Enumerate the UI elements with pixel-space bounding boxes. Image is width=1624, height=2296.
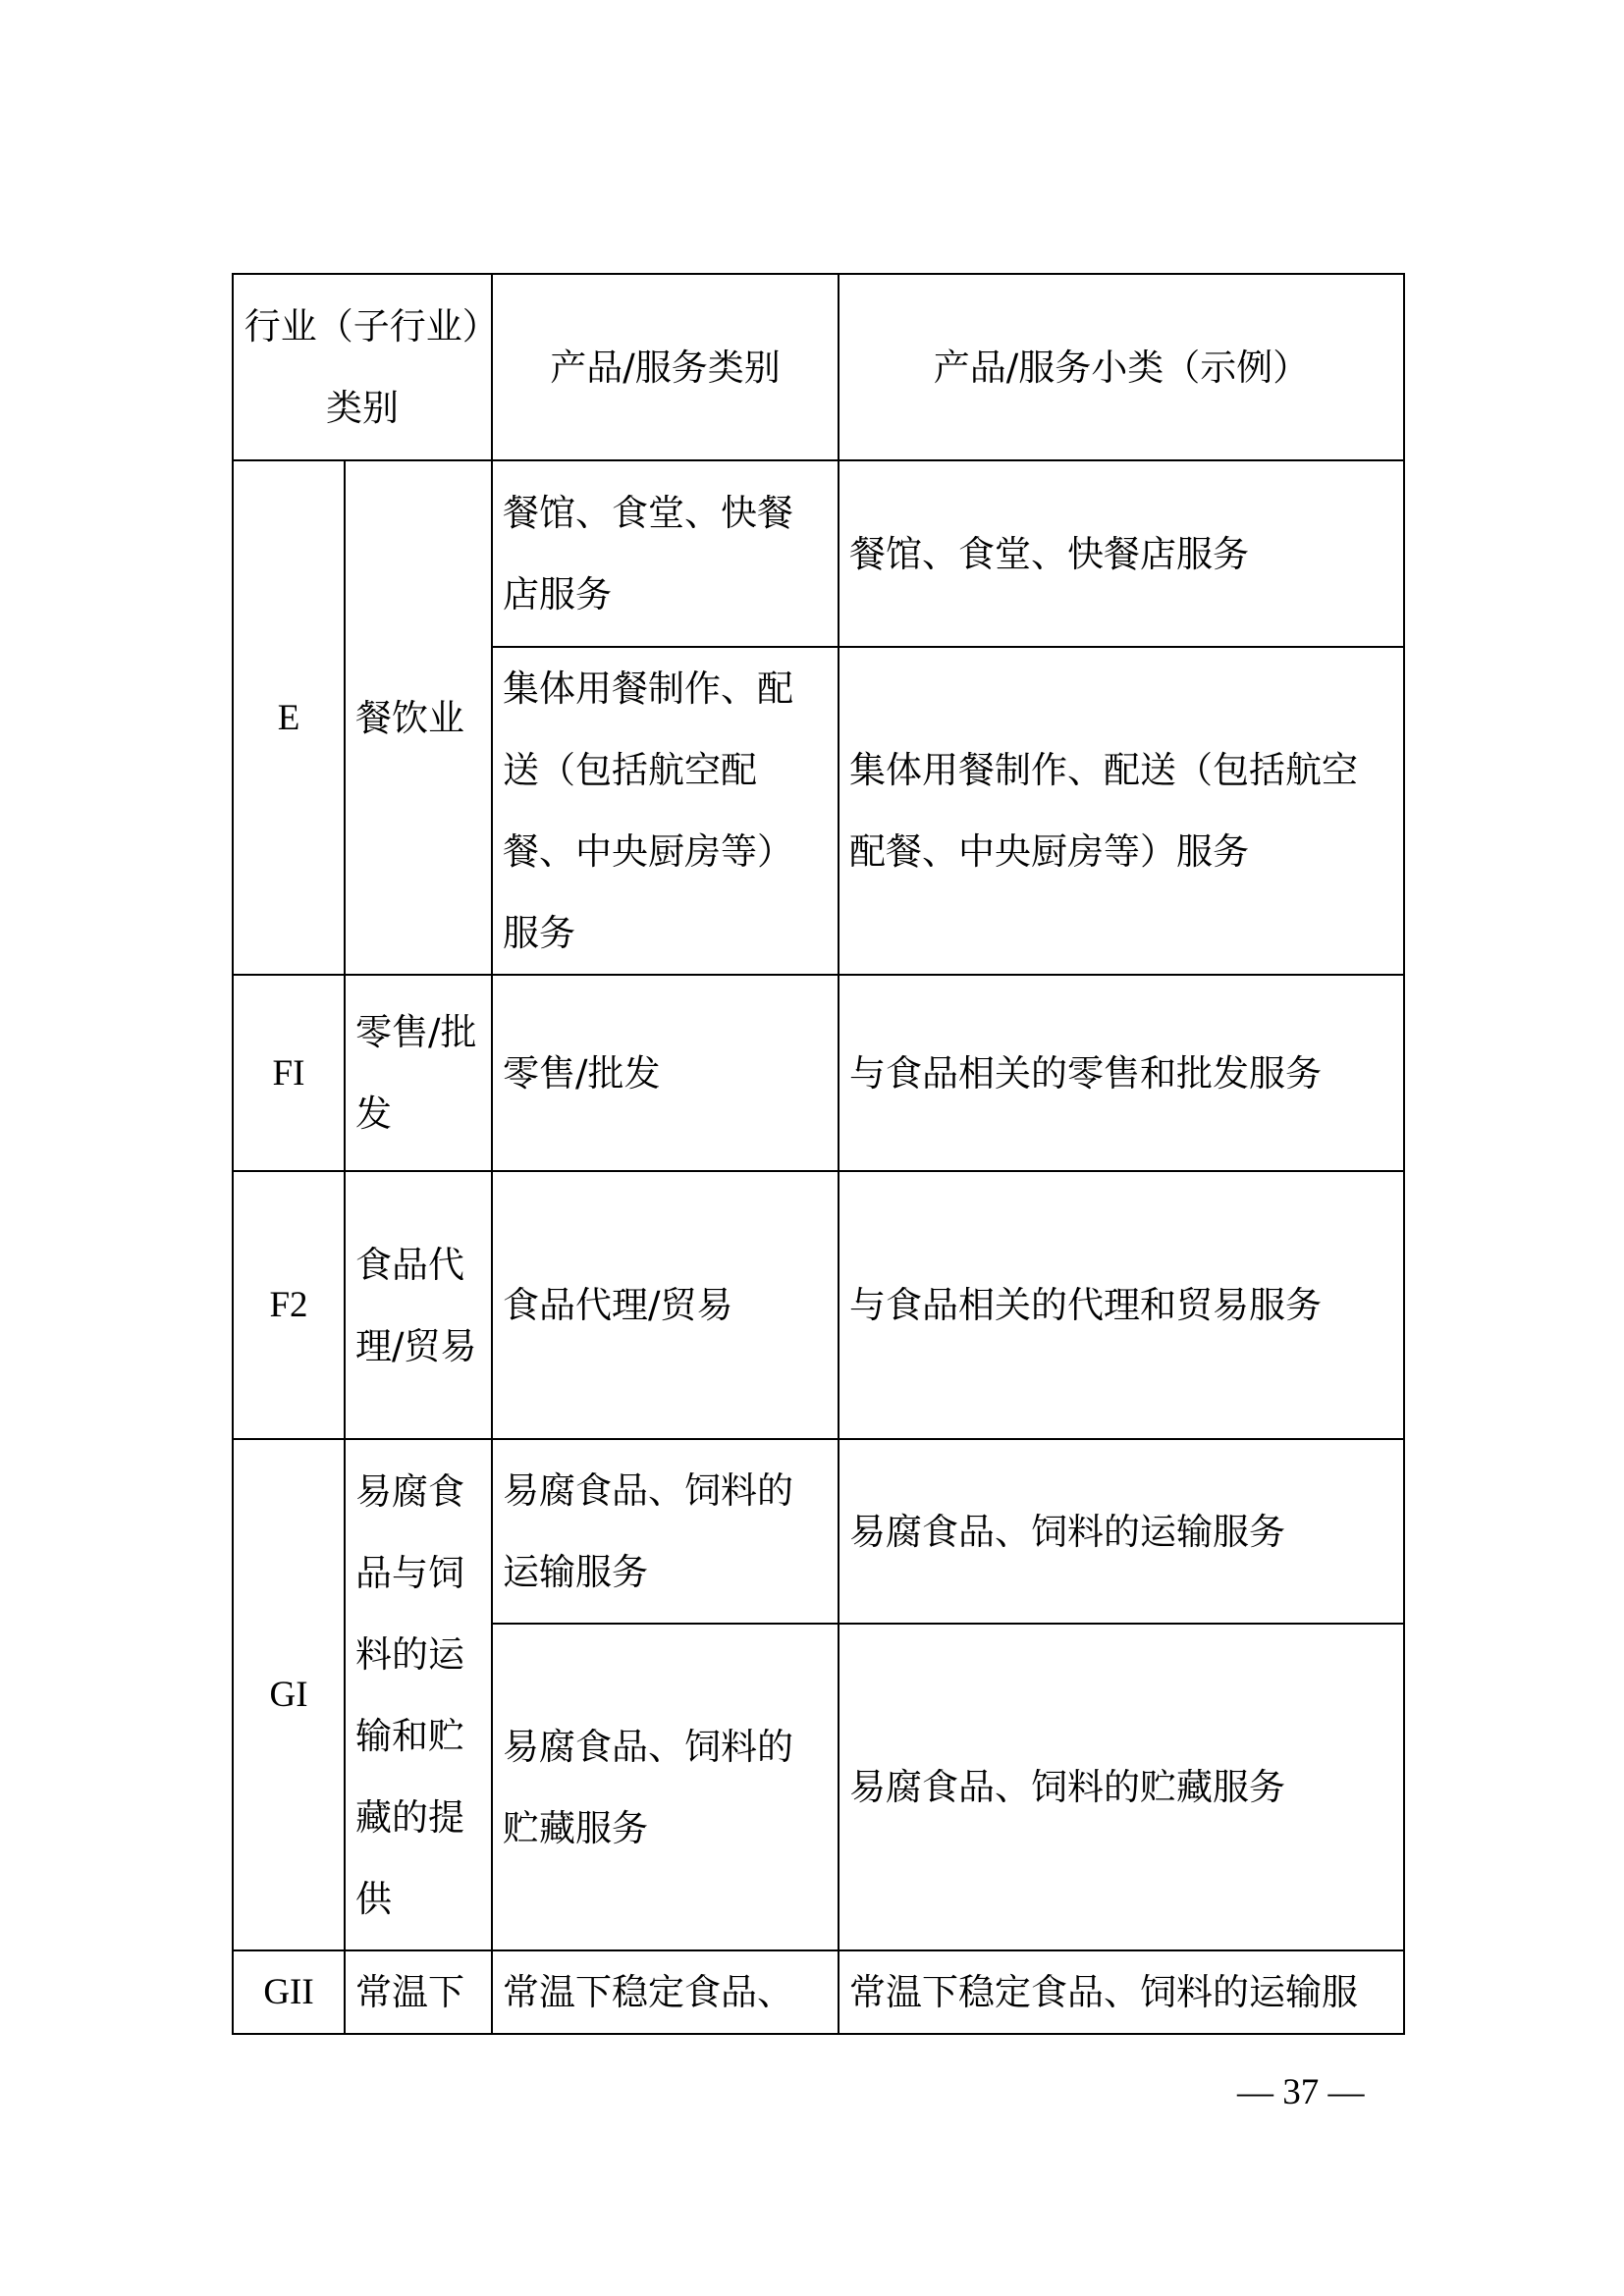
category-cell: 餐馆、食堂、快餐店服务: [492, 460, 839, 647]
table-row: [233, 1439, 1404, 1624]
industry-name: 食品代理/贸易: [345, 1171, 492, 1439]
subcategory-cell: 与食品相关的代理和贸易服务: [839, 1171, 1404, 1439]
industry-name: 常温下: [345, 1950, 492, 2034]
table-row: [233, 1171, 1404, 1439]
industry-code: GII: [233, 1950, 345, 2034]
category-cell: 食品代理/贸易: [492, 1171, 839, 1439]
industry-code: GI: [233, 1439, 345, 1950]
category-cell: 零售/批发: [492, 975, 839, 1171]
classification-table: [232, 273, 1405, 2035]
industry-code: E: [233, 460, 345, 975]
table-header-row: [233, 274, 1404, 460]
industry-name: 餐饮业: [345, 460, 492, 975]
category-cell: 集体用餐制作、配送（包括航空配餐、中央厨房等）服务: [492, 647, 839, 975]
subcategory-cell: 与食品相关的零售和批发服务: [839, 975, 1404, 1171]
category-cell: 易腐食品、饲料的运输服务: [492, 1439, 839, 1624]
header-subcategory: 产品/服务小类（示例）: [839, 274, 1404, 460]
industry-code: F2: [233, 1171, 345, 1439]
subcategory-cell: 易腐食品、饲料的贮藏服务: [839, 1624, 1404, 1950]
subcategory-cell: 易腐食品、饲料的运输服务: [839, 1439, 1404, 1624]
industry-code: FI: [233, 975, 345, 1171]
subcategory-cell: 常温下稳定食品、饲料的运输服: [839, 1950, 1404, 2034]
header-category: 产品/服务类别: [492, 274, 839, 460]
category-cell: 常温下稳定食品、: [492, 1950, 839, 2034]
subcategory-cell: 集体用餐制作、配送（包括航空配餐、中央厨房等）服务: [839, 647, 1404, 975]
table-row: [233, 975, 1404, 1171]
table-row: [233, 1950, 1404, 2034]
table-row: [233, 460, 1404, 647]
page-number: — 37 —: [1237, 2072, 1365, 2112]
subcategory-cell: 餐馆、食堂、快餐店服务: [839, 460, 1404, 647]
category-cell: 易腐食品、饲料的贮藏服务: [492, 1624, 839, 1950]
industry-name: 零售/批发: [345, 975, 492, 1171]
header-industry: 行业（子行业）类别: [233, 274, 492, 460]
industry-name: 易腐食品与饲料的运输和贮藏的提供: [345, 1439, 492, 1950]
